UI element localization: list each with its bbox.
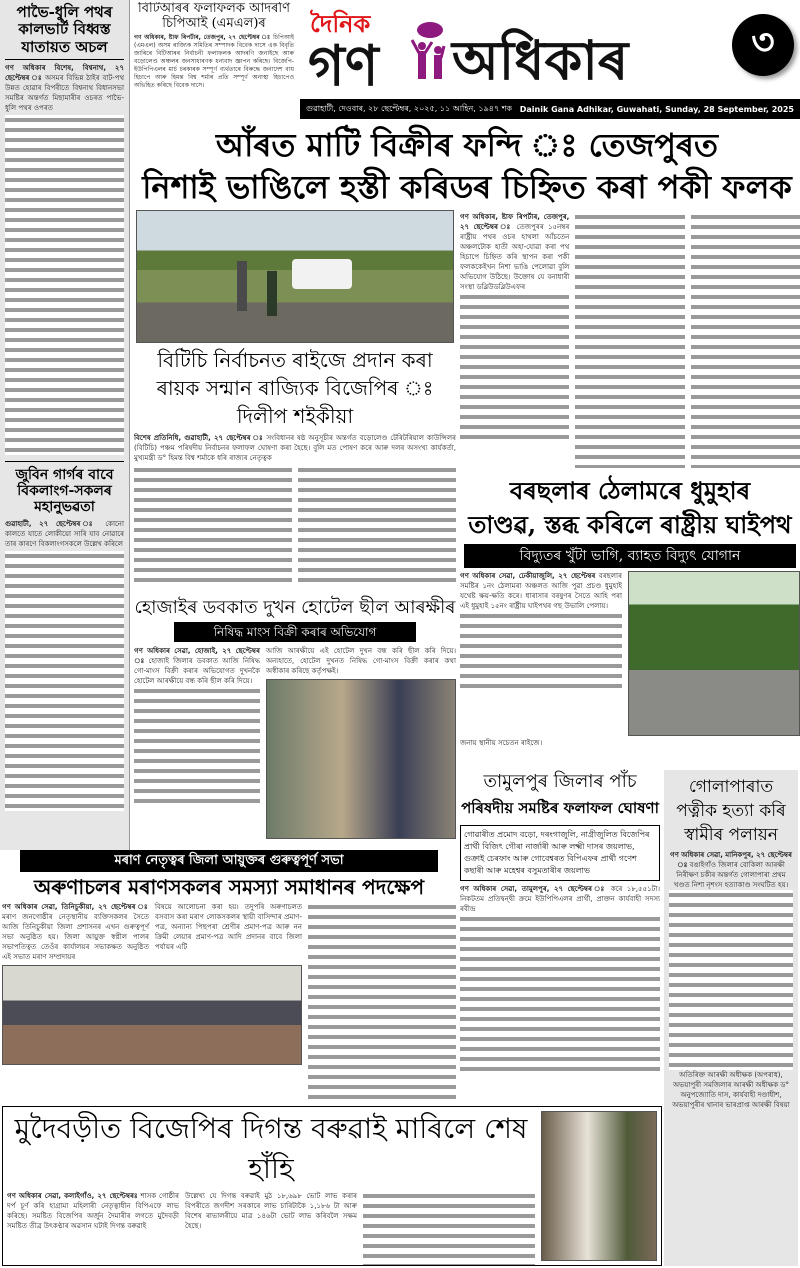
tamulpur-summary-box <box>460 825 660 881</box>
hojai-byline: গণ অধিকাৰ সেৱা, হোজাই, ২৭ ছেপ্টেম্বৰ ঃ <box>134 647 260 665</box>
cpi-byline: গণ অধিকাৰ, ষ্টাফ ৰিপৰ্টাৰ, তেজপুৰ, ২৭ ছেপ্টেম্বৰ ঃ <box>134 33 271 41</box>
storm-headline-line2: তাণ্ডৱ, স্তব্ধ কৰিলে ৰাষ্ট্ৰীয় ঘাইপথ <box>468 510 792 539</box>
hojai-subheadline: নিষিদ্ধ মাংস বিক্ৰী কৰাৰ অভিযোগ <box>174 622 416 642</box>
moran-headline: অৰুণাচলৰ মৰাণসকলৰ সমস্যা সমাধানৰ পদক্ষেপ <box>33 875 425 899</box>
btc-byline: বিশেষ প্ৰতিনিধি, গুৱাহাটী, ২৭ ছেপ্টেম্বৰ ঃ <box>134 434 264 442</box>
culvert-byline: গণ অধিকাৰ বিশেষ, বিশ্বনাথ, ২৭ ছেপ্টেম্বৰ ঃ <box>5 63 124 82</box>
masthead <box>300 0 800 96</box>
date-english: Dainik Gana Adhikar, Guwahati, Sunday, 28 September, 2025 <box>519 104 794 114</box>
tamulpur-headline-line1: তামুলপুৰ জিলাৰ পাঁচ <box>483 771 637 792</box>
lead-byline: গণ অধিকাৰ, ষ্টাফ ৰিপৰ্টাৰ, তেজপুৰ, ২৭ ছেপ্টেম্বৰ ঃ <box>460 213 570 231</box>
jubeen-body-text <box>5 551 124 811</box>
lead-body <box>460 212 800 470</box>
lead-headline-line2: নিশাই ভাঙিলে হস্তী কৰিডৰ চিহ্নিত কৰা পকী ফলক <box>142 168 792 206</box>
storm-excerpt: বৰছলাৰ সমষ্টিৰ ১নং ঠেলামৰা অঞ্চলত আজি পুৱা প্ৰচণ্ড ধুমুহাই যথেষ্ট ক্ষয়-ক্ষতি কৰে। ধাৰাসাৰ বৰষুণৰ সৈতে আহি পৰা এই ধুমুহাই ১৫নং ৰাষ্ট্ৰীয় ঘাইপথৰ গছ উভালি পেলায়। <box>460 572 622 610</box>
mudoibari-excerpt: শাসক গোষ্ঠীৰ দৰ্প চূৰ্ণ কৰি হাগ্ৰামা মহিলাৰী নেতৃত্বাধীন বিপিএফে লাভ কৰিছে। সমষ্টিত বিজেপিৰ অৰ্জুন দৈমাৰীৰ লগতে মুদৈবড়ী সমষ্টিত তীব্ৰ উৎকণ্ঠাৰ অৱসান ঘটাই দিগন্ত বৰুৱাই <box>7 1192 179 1230</box>
mudoibari-excerpt-2: উল্লেখ্য যে দিগন্ত বৰুৱাই মুঠ ১৮,৬৯৮ ভোট লাভ কৰাৰ বিপৰীতে জগদীশ সৰকাৰে লাভ চাৰিটাকৈ ১,১৮৬ টা আৰু বিশেষ ৰাভালৰীয়ে মাত্ৰ ১৪৬টা ভোট লাভ কৰিবলৈ সক্ষম হৈছে। <box>185 1192 357 1230</box>
culvert-body-text <box>5 115 124 455</box>
tamulpur-summary: গোৱাৰীত প্ৰমোদ বড়ো, দৰংগাজুলি, নাগ্ৰীজুলিত বিজেপিৰ প্ৰাৰ্থী বিজিৎ গৌৰা নাৰ্জাৰী আৰু লক্ষ্মী দাসৰ জয়লাভ, গুক্ৰাই চেৰফাং আৰু গোবেশ্বৰত বিপিএফৰ প্ৰাৰ্থী গণেশ কছাৰী আৰু মহেশ্বৰ বসুমতাৰীৰ জয়লাভ <box>464 830 650 875</box>
hojai-excerpt-2: আজি আৰক্ষীয়ে এই হোটেল দুখন বন্ধ কৰি ছীল কৰি দিয়ে। অন্যহাতে, হোটেল দুখনত নিষিদ্ধ গো-মাংস বিক্ৰী কৰাৰ কথা অস্বীকাৰ কৰিছে কৰ্তৃপক্ষই। <box>266 647 456 675</box>
moran-kicker: মৰাণ নেতৃত্বৰ জিলা আয়ুক্তৰ গুৰুত্বপূৰ্ণ সভা <box>20 850 438 872</box>
tamulpur-headline-line2: পৰিষদীয় সমষ্টিৰ ফলাফল ঘোষণা <box>461 799 659 817</box>
cpi-excerpt: চিপিআই (এমএল) অসম ৰাজ্যিক সমিতিৰ সম্পাদক বিবেক দাসে এক বিবৃতি জাৰিৰে বিটিআৰৰ নিৰ্বাচনী ফলাফলক আদৰণি জনাইছে আৰু বড়োলেণ্ড অঞ্চলৰ জনসাধাৰণক ধন্যবাদ জ্ঞাপন কৰিছে। বিজেপি-ইউপিপিএলৰ মাৰ্চ চৰকাৰক সম্পূৰ্ণ ব্যৰ্থতাৰে বিৰুদ্ধে জনাদেশ বায় হিচাপে আৰু হিমন্ত বিশ্ব শৰ্মাৰ প্ৰতি সম্পূৰ্ণ অনাস্থা হিচাপেও অভিহিত কৰিছে বিবেক দাসে। <box>134 33 294 89</box>
golaghat-byline: গণ অধিকাৰ সেৱা, মানিকপুৰ, ২৭ ছেপ্টেম্বৰ ঃ <box>670 851 792 869</box>
culvert-excerpt: অসমৰ বিভিন্ন ঠাইৰ বাট-পথ উন্নত হোৱাৰ বিপৰীতে বিশ্বনাথ বিধানসভা সমষ্টিৰ অন্তৰ্গত মিছামাৰীৰ ওচৰত পাভৈ-ধুলি পথৰ ওপৰত <box>5 73 124 112</box>
jubeen-byline: গুৱাহাটী, ২৭ ছেপ্টেম্বৰ ঃ <box>5 520 98 529</box>
masthead-prefix: দৈনিক <box>310 9 371 38</box>
hojai-excerpt: হোজাই জিলাৰ ডবকাত আজি নিষিদ্ধ গো-মাংস বিক্ৰী কৰাৰ অভিযোগত দুখনকৈ হোটেল আৰক্ষীয়ে বন্ধ কৰি ছীল কৰি দিয়ে। <box>134 657 260 685</box>
page-number: ৩ <box>751 22 775 63</box>
mudoibari-headline: মুদৈবড়ীত বিজেপিৰ দিগন্ত বৰুৱাই মাৰিলে শেষ হাঁহি <box>14 1112 528 1185</box>
mudoibari-photo <box>541 1111 657 1261</box>
btc-story <box>134 346 456 591</box>
masthead-title-left: গণ <box>308 33 379 96</box>
btc-headline: বিটিচি নিৰ্বাচনত ৰাইজে প্ৰদান কৰা ৰায়ক সন্মান ৰাজ্যিক বিজেপিৰ ঃ দিলীপ শইকীয়া <box>156 348 434 428</box>
cpi-story <box>134 2 294 94</box>
moran-excerpt-2: বিষয়ে আলোচনা কৰা হয়। তদুপৰি অৰুণাচলত বসবাস কৰা মৰাণ লোকসকলৰ স্থায়ী বাসিন্দাৰ প্ৰমাণ-পত্ৰ, অন্যান্য পিছপৰা শ্ৰেণীৰ প্ৰমাণ-পত্ৰ আৰু নন ক্ৰিমী লেয়াৰ প্ৰমাণ-পত্ৰ আদি প্ৰদানৰ বাবে জিলা পৰ্যায়ৰ এটি <box>155 903 302 951</box>
btc-excerpt: সংবিধানৰ ষষ্ঠ অনুসূচীৰ অন্তৰ্গত বড়োলেণ্ড টেৰিটৰিয়াল কাউন্সিলৰ (বিটিচি) পঞ্চম পৰিষদীয় নিৰ্বাচনৰ ফলাফল ঘোষণা কৰা হৈছে। বুলি মত পোষণ কৰে আৰু দলৰ অসংখ্য কাৰ্যকৰ্তা, মুখ্যমন্ত্ৰী ড° হিমন্ত বিশ্ব শৰ্মাকে ধৰি ৰাজ্যৰ নেতৃত্বক <box>134 434 456 462</box>
mudoibari-story <box>2 1106 662 1266</box>
tamulpur-story <box>460 768 660 1104</box>
lead-headline-line1: আঁৰত মাটি বিক্ৰীৰ ফন্দি ঃ তেজপুৰত <box>216 126 718 164</box>
mudoibari-byline: গণ অধিকাৰ সেৱা, কলাইগাঁও, ২৭ ছেপ্টেম্বৰঃ <box>7 1192 138 1200</box>
cpi-headline: বিটিআৰৰ ফলাফলক আদৰণি চিপিআই (এমএল)ৰ <box>138 2 290 31</box>
storm-photo <box>628 571 800 736</box>
lead-photo <box>136 210 454 343</box>
golaghat-story <box>664 770 798 1266</box>
lead-body-col2 <box>575 212 684 468</box>
lead-headline <box>134 124 800 208</box>
jubeen-headline: জুবিন গাৰ্গৰ বাবে বিকলাংগ-সকলৰ মহানুভৱতা <box>5 461 124 515</box>
lead-body-col3 <box>691 212 800 468</box>
culvert-story <box>0 0 130 850</box>
jubeen-excerpt: কোনো কালতে যাতে লোকীয়ো সাৰি যাব নোৱাৰে তাৰ কাৰণে বিকলাংগসকলে উল্লেখ কৰিলে <box>5 520 124 549</box>
tamulpur-excerpt: কৰে ১৮,৫৫১টা। নিকটতম প্ৰতিদ্বন্দ্বী ক্ৰমে ইউপিপিএলৰ প্ৰাৰ্থী, প্ৰাক্তন কাৰ্যবাহী সদস্য ৰবীন্দ্ৰ <box>460 885 660 913</box>
tamulpur-byline: গণ অধিকাৰ সেৱা, তামুলপুৰ, ২৭ ছেপ্টেম্বৰ ঃ <box>460 885 607 893</box>
storm-headline-line1: বৰছলাৰ ঠেলামৰে ধুমুহাৰ <box>509 476 751 505</box>
date-assamese: গুৱাহাটী, দেওবাৰ, ২৮ ছেপ্টেম্বৰ, ২০২৫, ১১ আহিন, ১৯৪৭ শক <box>306 103 513 113</box>
moran-byline: গণ অধিকাৰ সেৱা, তিনিচুকীয়া, ২৭ ছেপ্টেম্বৰ ঃ <box>2 903 149 911</box>
storm-byline: গণ অধিকাৰ সেৱা, ঢেকীয়াজুলি, ২৭ ছেপ্টেম্বৰ <box>460 572 596 580</box>
moran-excerpt: মৰাণ জনগোষ্ঠীৰ নেতৃস্থানীয় ব্যক্তিসকলৰ সৈতে আজি তিনিচুকীয়া জিলা প্ৰশাসনৰ এখন গুৰুত্বপূৰ্ণ সভা অনুষ্ঠিত হয়। জিলা আয়ুক্ত স্বপ্নীল পালৰ সভাপতিত্বত তেওঁৰ কাৰ্যালয়ৰ সভাকক্ষত অনুষ্ঠিত এই সভাত মৰাণ সম্প্ৰদায়ৰ <box>2 913 149 961</box>
hojai-photo <box>266 679 456 839</box>
storm-footer: জনায় স্থানীয় সচেতন ৰাইজে। <box>460 739 543 747</box>
masthead-title-right: অধিকাৰ <box>452 28 629 92</box>
hojai-story <box>134 594 456 848</box>
page-number-badge <box>732 14 794 76</box>
culvert-headline: পাভৈ-ধুলি পথৰ কালভাৰ্ট বিধ্বস্ত যাতায়ত অচল <box>5 4 124 60</box>
hojai-headline: হোজাইৰ ডবকাত দুখন হোটেল ছীল আৰক্ষীৰ <box>134 597 456 618</box>
golaghat-excerpt-2: অতিৰিক্ত আৰক্ষী অধীক্ষক (অপৰাধ), অভয়াপুৰী সমজিলাৰ আৰক্ষী অধীক্ষক ড° অনুপজ্যোতি দাস, কাৰ্যবাহী দণ্ডাধীশ, অভয়াপুৰীৰ থানাৰ ভাৰপ্ৰাপ্ত আৰক্ষী বিষয়া <box>672 1071 790 1109</box>
lead-excerpt: তেজপুৰৰ ১৫নম্বৰ ৰাষ্ট্ৰীয় পথৰ ওচৰ হাথলা আঁচতেন অঞ্চলটোক হাতী অহা-যোৱা কৰা পথ হিচাপে চিহ্নিত কৰি স্থাপন কৰা পকী ফলককেইখন নিশা ভাঙি পেলোৱা বুলি অভিযোগ উঠিছে। উক্তোষ যে বনাধাৰী সংস্থা ডব্লিউডব্লিউএফৰ <box>460 223 570 291</box>
date-bar <box>300 99 800 119</box>
moran-photo <box>2 965 302 1065</box>
golaghat-headline: গোলাপাৰাত পত্নীক হত্যা কৰি স্বামীৰ পলায়ন <box>676 777 786 845</box>
golaghat-excerpt: বঙাইগাঁও জিলাৰ বোকিলা আৰক্ষী নিৰীক্ষণ চকীৰ অন্তৰ্গত গোলাপাৰা প্ৰথম খণ্ডত নিশা নৃশংস হত্যাকাণ্ড সংঘটিত হয়। <box>673 861 789 889</box>
storm-subheadline: বিদ্যুতৰ খুঁটা ভাগি, ব্যাহত বিদ্যুৎ যোগান <box>464 544 796 568</box>
storm-story <box>460 474 800 764</box>
people-logo-icon <box>408 20 450 82</box>
moran-story <box>0 850 458 1104</box>
